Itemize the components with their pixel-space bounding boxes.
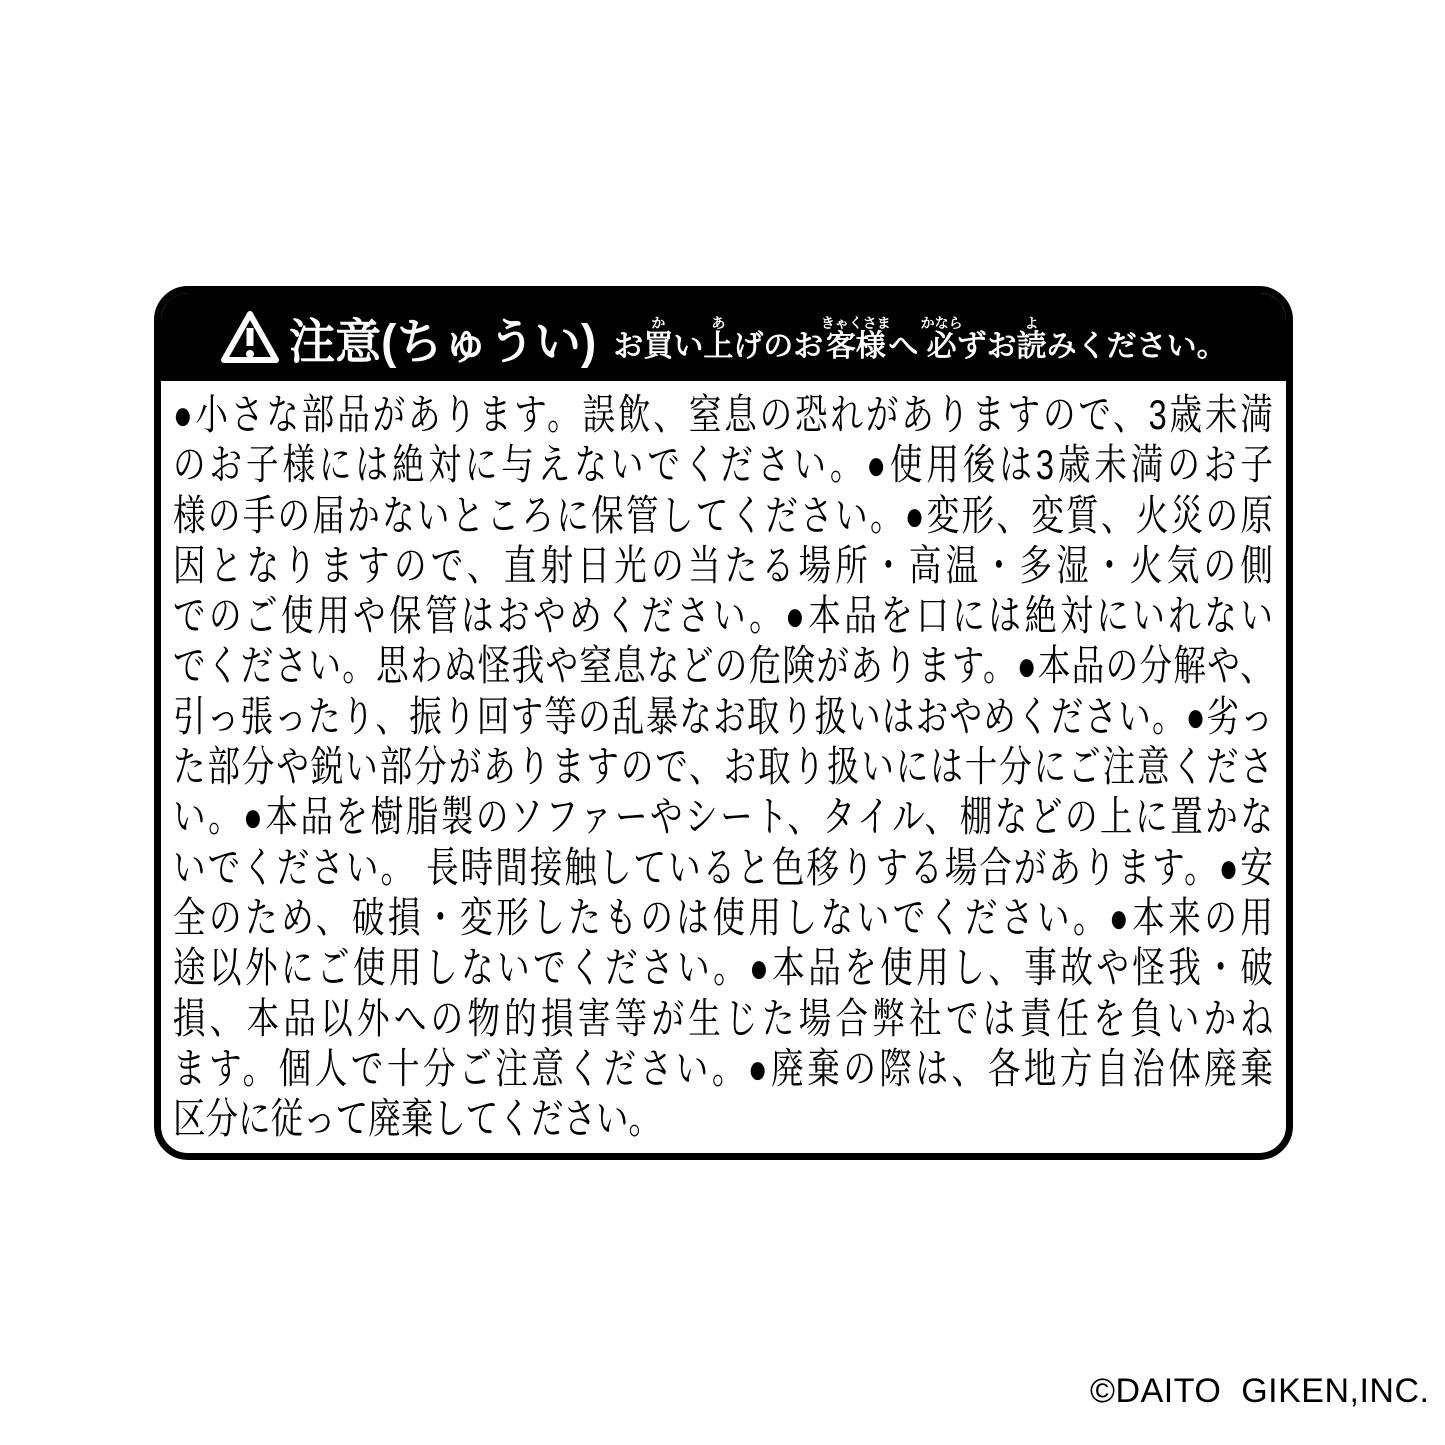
warning-line: 引っ張ったり、振り回す等の乱暴なお取り扱いはおやめください。●劣っ [173,692,1273,740]
warning-line: 全のため、破損・変形したものは使用しないでください。●本来の用 [173,893,1273,941]
warning-line: 損、本品以外への物的損害等が生じた場合弊社では責任を負いかね [173,994,1273,1042]
subtitle-ruby: 読よ [1016,315,1047,363]
caution-title: 注意(ちゅうい) [289,315,597,369]
warning-line: い。●本品を樹脂製のソファーやシート、タイル、棚などの上に置かな [173,793,1273,841]
warning-text-area [161,381,1286,1144]
warning-line: でのご使用や保管はおやめください。●本品を口には絶対にいれない [173,592,1273,640]
subtitle-ruby: 買か [643,315,674,363]
warning-text [173,390,1273,1144]
warning-line: 途以外にご使用しないでください。●本品を使用し、事故や怪我・破 [173,944,1273,992]
warning-line: 因となりますので、直射日光の当たる場所・高温・多湿・火気の側 [173,541,1273,589]
warning-line: でください。思わぬ怪我や窒息などの危険があります。●本品の分解や、 [173,642,1273,690]
subtitle-text: い [673,330,704,363]
subtitle-ruby: 客様きゃくさま [820,315,891,363]
subtitle-text: へ [888,330,927,363]
warning-line: ます。個人で十分ご注意ください。●廃棄の際は、各地方自治体廃棄 [173,1044,1273,1092]
warning-line: 区分に従って廃棄してください。 [173,1095,662,1143]
warning-line: た部分や鋭い部分がありますので、お取り扱いには十分にご注意くださ [173,743,1273,791]
subtitle-ruby: 必かなら [920,315,963,363]
subtitle-ruby: 上あ [703,315,734,363]
warning-line: 様の手の届かないところに保管してください。●変形、変質、火災の原 [173,491,1273,539]
caution-label [154,286,1293,1160]
warning-line: ●小さな部品があります。誤飲、窒息の恐れがありますので、3歳未満 [173,391,1273,438]
subtitle-text: お [613,330,644,363]
subtitle-text: みください。 [1046,330,1227,363]
warning-line: いでください。 長時間接触していると色移りする場合があります。●安 [173,843,1273,891]
warning-line: のお子様には絶対に与えないでください。●使用後は3歳未満のお子 [173,441,1273,489]
subtitle-text: ずお [956,330,1017,363]
copyright-text: ©DAITO GIKEN,INC. [1090,1372,1430,1410]
subtitle-text: げのお [733,330,824,363]
warning-triangle-icon [220,310,280,366]
caution-subtitle [613,315,1226,365]
caution-header [161,293,1286,381]
